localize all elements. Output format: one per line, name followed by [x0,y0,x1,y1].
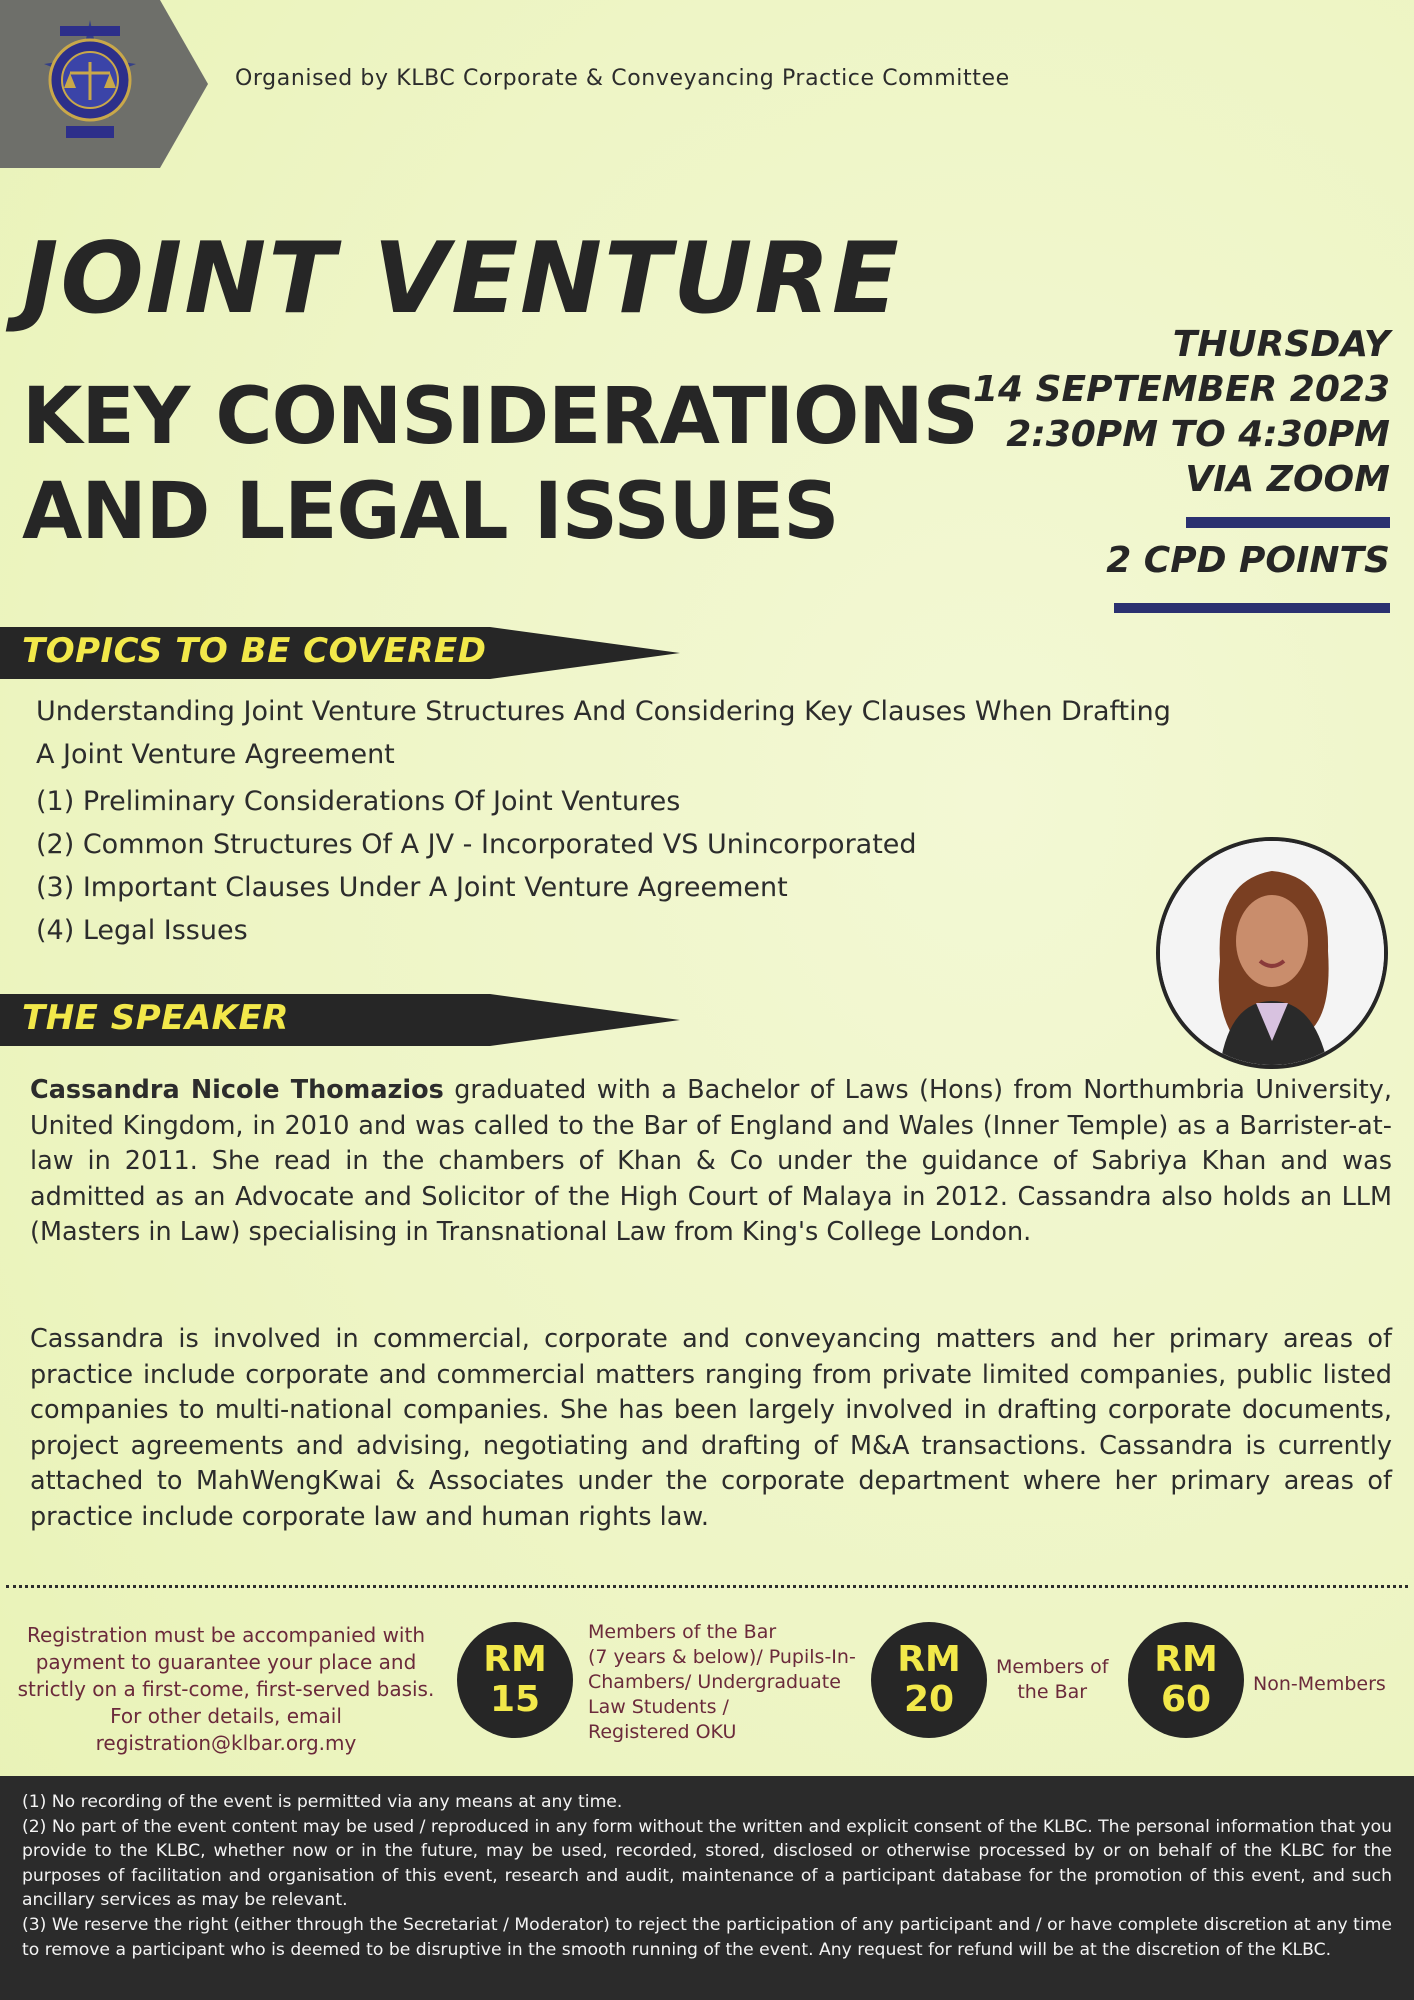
registration-line: For other details, email [110,1704,342,1728]
registration-email: registration@klbar.org.my [95,1731,357,1755]
registration-line: Registration must be accompanied with [26,1623,426,1647]
price-currency: RM [483,1639,547,1680]
event-venue: VIA ZOOM [1185,459,1390,500]
footer-notes [22,1790,1392,1962]
footer-note: (1) No recording of the event is permitted via any means at any time. [22,1792,623,1812]
event-date: 14 SEPTEMBER 2023 [973,369,1390,410]
organiser-text: Organised by KLBC Corporate & Conveyancing Practice Committee [235,66,1010,91]
speaker-name: Cassandra Nicole Thomazios [30,1075,444,1105]
subtitle-line-2: AND LEGAL ISSUES [22,467,839,557]
price-badge-members [871,1622,987,1738]
price-amount: 15 [489,1679,541,1720]
price-label-line: Chambers/ Undergraduate [588,1671,841,1693]
price-amount: 20 [903,1679,955,1720]
event-subtitle [22,370,978,560]
price-badge-members-junior [457,1622,573,1738]
event-time: 2:30PM TO 4:30PM [1006,414,1390,455]
topic-item: (3) Important Clauses Under A Joint Venture Agreement [36,872,788,903]
price-label-line: Members of the Bar [588,1621,777,1643]
speaker-heading: THE SPEAKER [22,998,289,1038]
registration-line: strictly on a first-come, first-served basis. [17,1677,435,1701]
price-amount: 60 [1160,1679,1212,1720]
cpd-points: 2 CPD POINTS [1106,540,1390,581]
registration-note [6,1622,446,1757]
topics-list [36,690,1171,952]
topic-item: (4) Legal Issues [36,915,248,946]
price-label-line: (7 years & below)/ Pupils-In- [588,1646,856,1668]
event-title: JOINT VENTURE [22,222,901,336]
divider [1114,603,1390,613]
topic-item: (2) Common Structures Of A JV - Incorporated VS Unincorporated [36,829,917,860]
topic-item: (1) Preliminary Considerations Of Joint Ventures [36,786,681,817]
speaker-bio-paragraph-1 [30,1073,1392,1251]
price-label-line: Registered OKU [588,1721,737,1743]
price-currency: RM [1154,1639,1218,1680]
speaker-bio-text: graduated with a Bachelor of Laws (Hons) from Northumbria University, United Kingdom, in 2010 and was called to the Bar of England and Wales (Inner Temple) as a Barrister-at-law in 2011. She read in the chambers of Khan & Co under the guidance of Sabriya Khan and was admitted as an Advocate and Solicitor of the High Court of Malaya in 2012. Cassandra also holds an LLM (Masters in Law) specialising in Transnational Law from King's College London. [30,1075,1393,1248]
price-currency: RM [897,1639,961,1680]
price-label-line: Members of [996,1656,1109,1678]
topics-intro-line-2: A Joint Venture Agreement [36,739,395,770]
speaker-photo [1156,837,1388,1069]
dotted-divider [6,1585,1408,1588]
price-label-members-junior [588,1620,856,1745]
price-label-line: the Bar [1017,1681,1088,1703]
footer-note: (2) No part of the event content may be used / reproduced in any form without the written and explicit consent of the KLBC. The personal information that you provide to the KLBC, whether now or in the future, may be used, recorded, stored, disclosed or otherwise processed by or on behalf of the KLBC for the purposes of facilitation and organisation of this event, research and audit, maintenance of a participant database for the promotion of this event, and such ancillary services as may be relevant. [22,1816,1392,1911]
speaker-portrait-illustration [1160,841,1384,1065]
registration-line: payment to guarantee your place and [35,1650,417,1674]
topics-heading: TOPICS TO BE COVERED [22,631,487,671]
price-label-non-members [1253,1672,1386,1697]
event-day: THURSDAY [1172,324,1390,365]
price-label-line: Non-Members [1253,1673,1386,1695]
event-details [973,322,1390,502]
price-label-line: Law Students / [588,1696,729,1718]
footer-terms [0,1776,1414,2000]
price-badge-non-members [1128,1622,1244,1738]
footer-note: (3) We reserve the right (either through the Secretariat / Moderator) to reject the participation of any participant and / or have complete discretion at any time to remove a participant who is deemed to be disruptive in the smooth running of the event. Any request for refund will be at the discretion of the KLBC. [22,1914,1392,1960]
price-label-members [996,1655,1108,1705]
klbc-seal-logo [30,18,150,148]
speaker-bio-paragraph-2: Cassandra is involved in commercial, corporate and conveyancing matters and her primary areas of practice include corporate and commercial matters ranging from private limited companies, public listed companies to multi-national companies. She has been largely involved in drafting corporate documents, project agreements and advising, negotiating and drafting of M&A transactions. Cassandra is currently attached to MahWengKwai & Associates under the corporate department where her primary areas of practice include corporate law and human rights law. [30,1324,1392,1532]
divider [1186,517,1390,528]
topics-intro-line-1: Understanding Joint Venture Structures And Considering Key Clauses When Drafting [36,696,1171,727]
subtitle-line-1: KEY CONSIDERATIONS [22,372,978,462]
